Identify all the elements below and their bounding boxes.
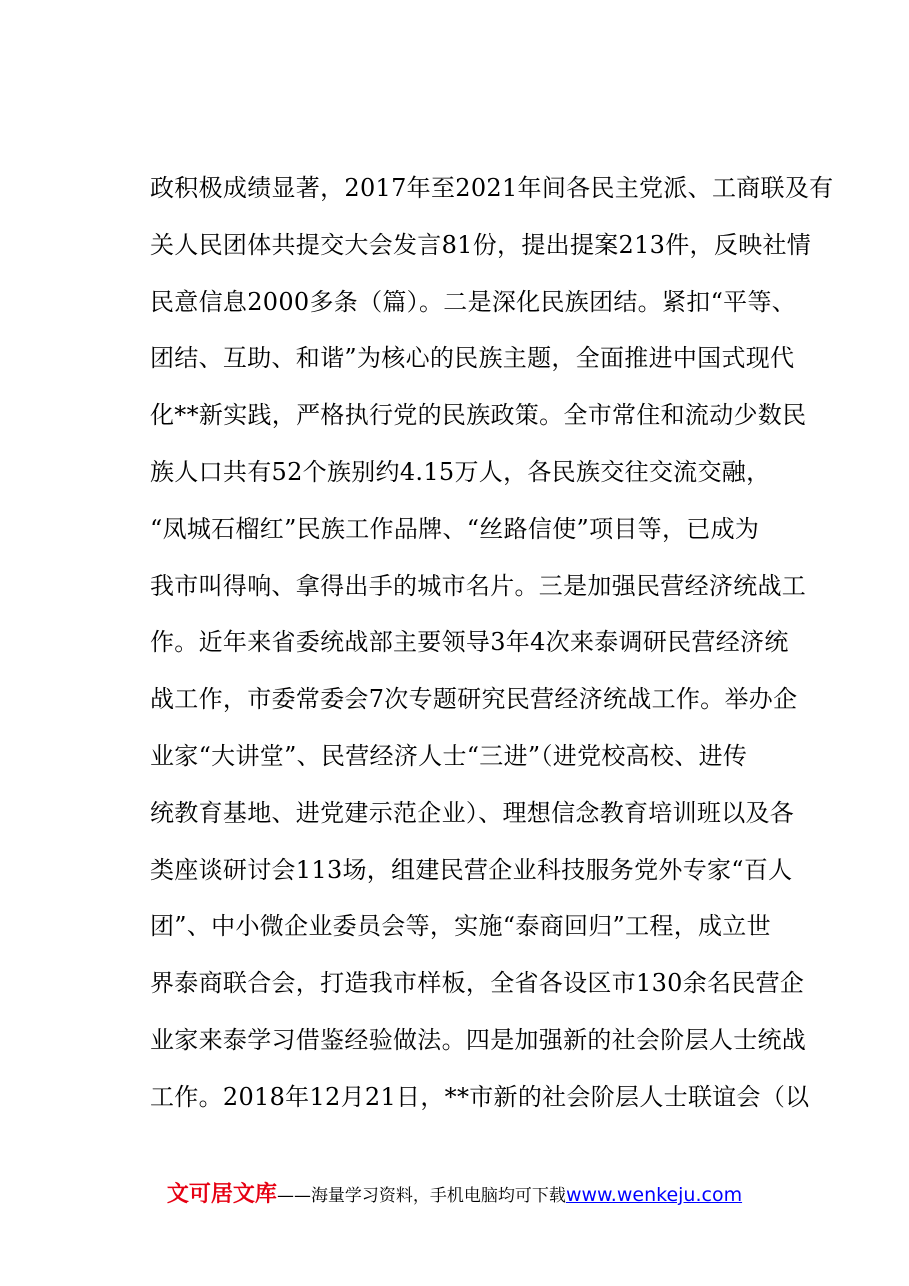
text-line-5: 化**新实践，严格执行党的民族政策。全市常住和流动少数民 xyxy=(150,401,807,430)
body-paragraph xyxy=(150,160,834,1126)
text-line-17: 工作。2018年12月21日，**市新的社会阶层人士联谊会（以 xyxy=(150,1082,810,1111)
text-line-12: 统教育基地、进党建示范企业）、理想信念教育培训班以及各 xyxy=(150,798,795,827)
footer-brand: 文可居文库 xyxy=(166,1182,277,1207)
text-line-15: 界泰商联合会，打造我市样板，全省各设区市130余名民营企 xyxy=(150,969,805,998)
footer-banner xyxy=(0,1180,909,1211)
text-line-2: 关人民团体共提交大会发言81份，提出提案213件，反映社情 xyxy=(150,230,812,259)
text-line-6: 族人口共有52个族别约4.15万人，各民族交往交流交融， xyxy=(150,457,771,486)
text-line-4: 团结、互助、和谐”为核心的民族主题，全面推进中国式现代 xyxy=(150,344,795,373)
text-line-10: 战工作，市委常委会7次专题研究民营经济统战工作。举办企 xyxy=(150,685,798,714)
text-line-3: 民意信息2000多条（篇）。二是深化民族团结。紧扣“平等、 xyxy=(150,287,797,316)
text-line-11: 业家“大讲堂”、民营经济人士“三进”（进党校高校、进传 xyxy=(150,741,748,770)
footer-site-link[interactable]: www.wenkeju.com xyxy=(565,1184,743,1206)
text-line-16: 业家来泰学习借鉴经验做法。四是加强新的社会阶层人士统战 xyxy=(150,1025,807,1054)
text-line-1: 政积极成绩显著，2017年至2021年间各民主党派、工商联及有 xyxy=(150,174,834,202)
text-line-9: 作。近年来省委统战部主要领导3年4次来泰调研民营经济统 xyxy=(150,628,789,657)
footer-slogan: ——海量学习资料，手机电脑均可下载 xyxy=(276,1186,566,1206)
text-line-8: 我市叫得响、拿得出手的城市名片。三是加强民营经济统战工 xyxy=(150,571,807,600)
text-line-14: 团”、中小微企业委员会等，实施“泰商回归”工程，成立世 xyxy=(150,912,771,941)
text-line-13: 类座谈研讨会113场，组建民营企业科技服务党外专家“百人 xyxy=(150,855,793,884)
text-line-7: “凤城石榴红”民族工作品牌、“丝路信使”项目等，已成为 xyxy=(150,514,760,543)
